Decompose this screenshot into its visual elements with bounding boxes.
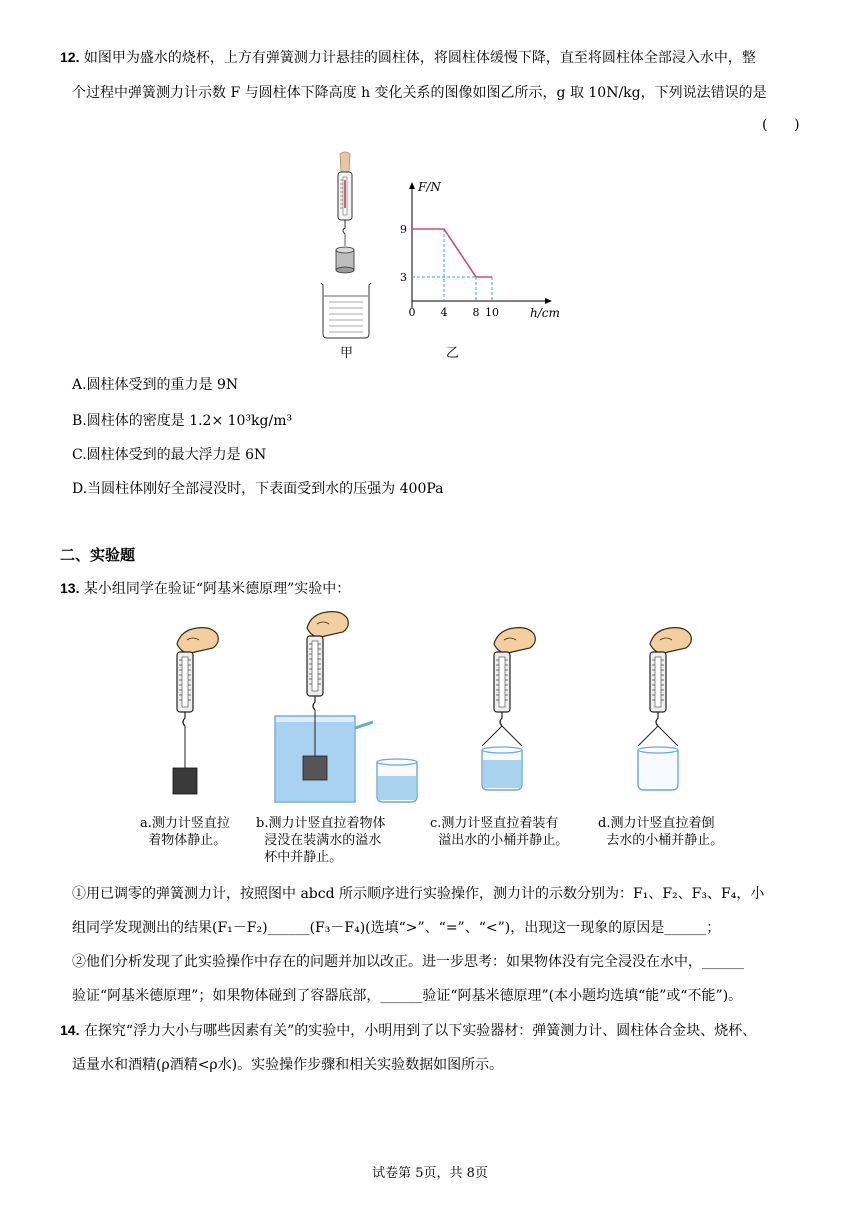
experiment-b <box>275 612 417 802</box>
caption-c: c.测力计竖直拉着装有 溢出水的小桶并静止。 <box>430 816 569 848</box>
option-a: A.圆柱体受到的重力是 9N <box>72 377 239 393</box>
hand-icon <box>340 152 350 172</box>
q13-part1-line2: 组同学发现测出的结果(F₁－F₂)______(F₃－F₄)(选填“>”、“=”、“<”)，出现这一现象的原因是______； <box>72 920 721 936</box>
spring-scale-icon <box>494 652 510 726</box>
experiment-d <box>638 628 691 790</box>
spring-scale-icon <box>307 636 323 710</box>
experiment-a <box>173 628 218 794</box>
caption-b: b.测力计竖直拉着物体 浸没在装满水的溢水 杯中并静止。 <box>256 816 386 865</box>
y-tick-label: 9 <box>400 223 407 236</box>
object-block-icon <box>173 768 197 794</box>
answer-bracket: ( ) <box>762 117 800 133</box>
q13-part1-line1: ①用已调零的弹簧测力计，按照图中 abcd 所示顺序进行实验操作，测力计的示数分别为：F₁、F₂、F₃、F₄，小 <box>72 886 765 902</box>
q13-part2-line2: 验证“阿基米德原理”；如果物体碰到了容器底部，______验证“阿基米德原理”(本小题均选填“能”或“不能”)。 <box>72 988 743 1004</box>
experiment-c <box>482 628 535 790</box>
q14-line1 <box>60 1020 820 1041</box>
option-c: C.圆柱体受到的最大浮力是 6N <box>72 447 267 463</box>
figure-yi-chart <box>390 178 565 328</box>
q14-stem-1: 在探究“浮力大小与哪些因素有关”的实验中，小明用到了以下实验器材：弹簧测力计、圆柱体合金块、烧杯、 <box>83 1023 757 1039</box>
empty-bucket-icon <box>638 747 678 790</box>
hand-icon <box>650 628 691 653</box>
x-tick-label: 4 <box>440 306 448 319</box>
q14-number: 14. <box>60 1022 80 1038</box>
spring-scale-icon <box>650 652 666 726</box>
figure-label-jia: 甲 <box>340 346 354 361</box>
beaker-icon <box>321 283 371 338</box>
q12-stem-2: 个过程中弹簧测力计示数 F 与圆柱体下降高度 h 变化关系的图像如图乙所示，g 取 10N/kg，下列说法错误的是 <box>72 85 767 101</box>
caption-a: a.测力计竖直拉 着物体静止。 <box>140 816 230 848</box>
q12-stem-1: 如图甲为盛水的烧杯，上方有弹簧测力计悬挂的圆柱体，将圆柱体缓慢下降，直至将圆柱体全部浸入水中，整 <box>83 50 756 66</box>
q13-stem: 某小组同学在验证“阿基米德原理”实验中： <box>83 581 351 597</box>
section-title: 二、实验题 <box>60 546 136 564</box>
q13-part2-line1: ②他们分析发现了此实验操作中存在的问题并加以改正。进一步思考：如果物体没有完全浸没在水中，______ <box>72 954 744 970</box>
option-b: B.圆柱体的密度是 1.2× 10³kg/m³ <box>72 413 293 429</box>
x-tick-label: 8 <box>472 306 480 319</box>
cylinder-icon <box>336 247 354 273</box>
hand-icon <box>307 612 348 637</box>
q13-line <box>60 578 820 599</box>
small-bucket-icon <box>377 759 417 802</box>
series-line <box>412 229 492 277</box>
hand-icon <box>177 628 218 653</box>
object-block-icon <box>303 756 327 780</box>
x-axis-label: h/cm <box>530 306 560 320</box>
y-axis-arrow <box>409 182 415 189</box>
hand-icon <box>494 628 535 653</box>
q12-number: 12. <box>60 49 80 65</box>
q14-stem-2: 适量水和酒精(ρ酒精<ρ水)。实验操作步骤和相关实验数据如图所示。 <box>72 1057 504 1073</box>
experiment-figures <box>130 610 770 810</box>
bucket-with-water-icon <box>482 747 522 790</box>
option-d: D.当圆柱体刚好全部浸没时，下表面受到水的压强为 400Pa <box>72 481 444 497</box>
figure-label-yi: 乙 <box>446 346 460 361</box>
q13-number: 13. <box>60 580 80 596</box>
x-axis-arrow <box>545 298 552 304</box>
page-footer: 试卷第 5页，共 8页 <box>372 1166 488 1181</box>
y-tick-label: 3 <box>400 271 407 284</box>
x-tick-label: 0 <box>408 306 416 319</box>
x-tick-label: 10 <box>485 306 499 319</box>
spring-scale-icon <box>177 652 193 726</box>
q12-line1 <box>60 47 820 68</box>
y-axis-label: F/N <box>418 180 441 194</box>
caption-d: d.测力计竖直拉着倒 去水的小桶并静止。 <box>598 816 724 848</box>
figure-jia <box>315 150 375 350</box>
